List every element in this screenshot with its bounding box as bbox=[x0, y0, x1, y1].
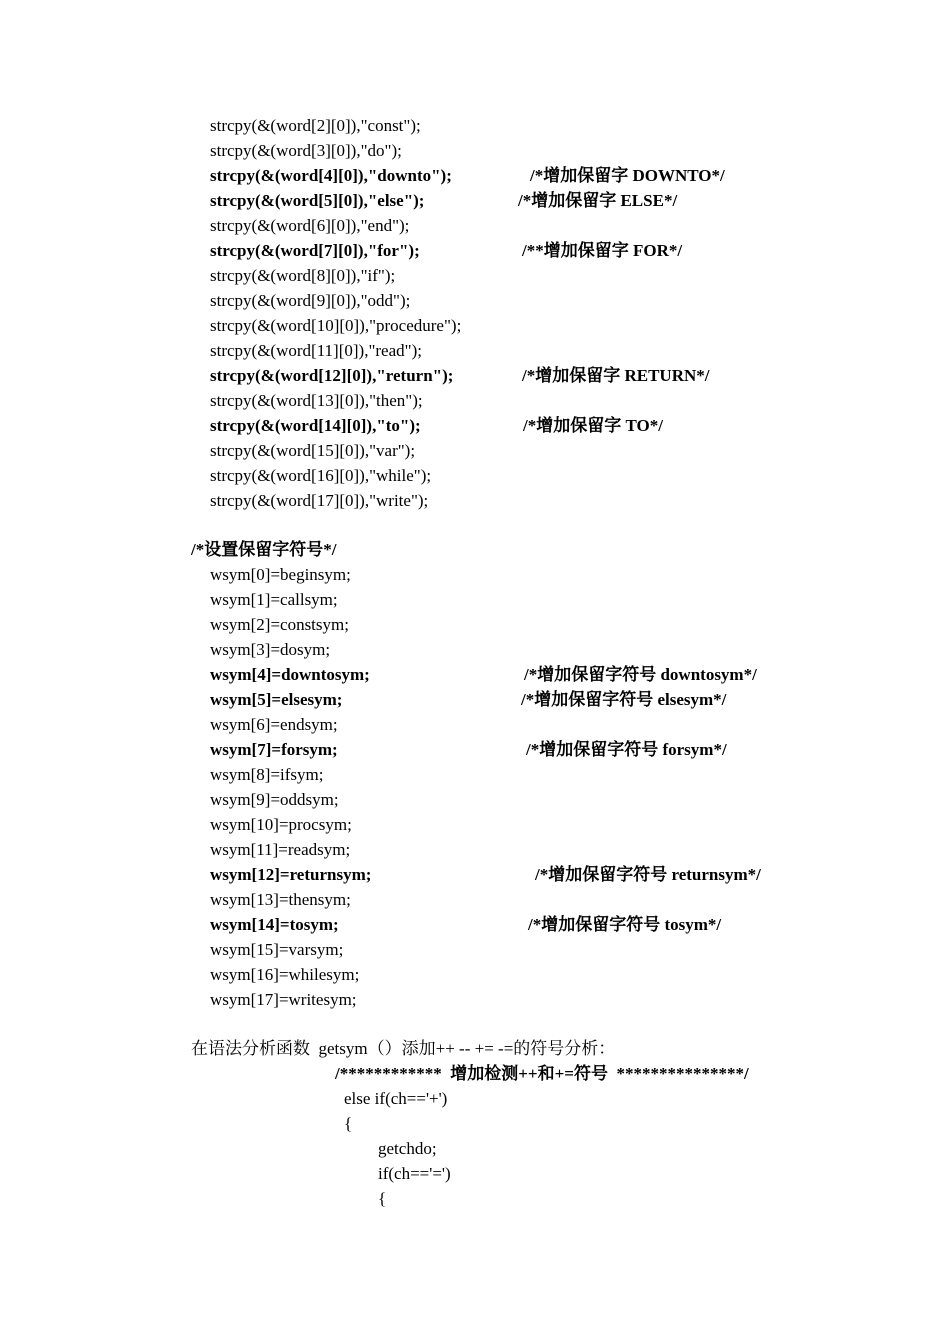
code-line: wsym[12]=returnsym; bbox=[210, 865, 372, 884]
code-line: strcpy(&(word[16][0]),"while"); bbox=[210, 466, 432, 485]
code-line: strcpy(&(word[2][0]),"const"); bbox=[210, 116, 421, 135]
code-line: { bbox=[344, 1114, 353, 1133]
code-line: wsym[9]=oddsym; bbox=[210, 790, 339, 809]
code-comment: /**增加保留字 FOR*/ bbox=[522, 241, 683, 260]
code-line: strcpy(&(word[5][0]),"else"); bbox=[210, 191, 425, 210]
code-line: wsym[10]=procsym; bbox=[210, 815, 352, 834]
getsym-comment: /************ 增加检测++和+=符号 ***************/ bbox=[335, 1064, 749, 1083]
code-comment: /*增加保留字符号 elsesym*/ bbox=[521, 690, 727, 709]
code-line: strcpy(&(word[12][0]),"return"); bbox=[210, 366, 454, 385]
code-comment: /*增加保留字符号 tosym*/ bbox=[528, 915, 722, 934]
code-line: { bbox=[378, 1189, 387, 1208]
getsym-intro: 在语法分析函数 getsym（）添加++ -- += -=的符号分析： bbox=[191, 1039, 616, 1058]
code-line: strcpy(&(word[13][0]),"then"); bbox=[210, 391, 423, 410]
code-line: wsym[8]=ifsym; bbox=[210, 765, 324, 784]
code-line: wsym[15]=varsym; bbox=[210, 940, 344, 959]
code-line: getchdo; bbox=[378, 1139, 437, 1158]
code-line: strcpy(&(word[8][0]),"if"); bbox=[210, 266, 396, 285]
code-line: strcpy(&(word[9][0]),"odd"); bbox=[210, 291, 411, 310]
code-line: wsym[11]=readsym; bbox=[210, 840, 351, 859]
code-line: wsym[14]=tosym; bbox=[210, 915, 339, 934]
code-line: wsym[13]=thensym; bbox=[210, 890, 351, 909]
code-line: wsym[1]=callsym; bbox=[210, 590, 338, 609]
code-comment: /*增加保留字 DOWNTO*/ bbox=[530, 166, 725, 185]
section-heading: /*设置保留字符号*/ bbox=[191, 540, 337, 559]
code-line: else if(ch=='+') bbox=[344, 1089, 448, 1108]
code-line: wsym[2]=constsym; bbox=[210, 615, 349, 634]
code-line: if(ch=='=') bbox=[378, 1164, 451, 1183]
code-line: wsym[5]=elsesym; bbox=[210, 690, 343, 709]
code-comment: /*增加保留字符号 returnsym*/ bbox=[535, 865, 761, 884]
code-line: strcpy(&(word[15][0]),"var"); bbox=[210, 441, 416, 460]
code-comment: /*增加保留字 TO*/ bbox=[523, 416, 663, 435]
code-comment: /*增加保留字符号 forsym*/ bbox=[526, 740, 727, 759]
code-line: strcpy(&(word[17][0]),"write"); bbox=[210, 491, 429, 510]
code-line: strcpy(&(word[11][0]),"read"); bbox=[210, 341, 422, 360]
code-line: wsym[16]=whilesym; bbox=[210, 965, 360, 984]
code-comment: /*增加保留字 RETURN*/ bbox=[522, 366, 710, 385]
code-comment: /*增加保留字 ELSE*/ bbox=[518, 191, 678, 210]
code-line: strcpy(&(word[10][0]),"procedure"); bbox=[210, 316, 462, 335]
code-line: wsym[3]=dosym; bbox=[210, 640, 331, 659]
code-comment: /*增加保留字符号 downtosym*/ bbox=[524, 665, 757, 684]
code-line: wsym[7]=forsym; bbox=[210, 740, 338, 759]
code-line: strcpy(&(word[14][0]),"to"); bbox=[210, 416, 421, 435]
code-line: wsym[4]=downtosym; bbox=[210, 665, 370, 684]
code-line: strcpy(&(word[3][0]),"do"); bbox=[210, 141, 402, 160]
code-line: strcpy(&(word[7][0]),"for"); bbox=[210, 241, 420, 260]
code-line: wsym[17]=writesym; bbox=[210, 990, 357, 1009]
code-line: wsym[6]=endsym; bbox=[210, 715, 338, 734]
code-line: wsym[0]=beginsym; bbox=[210, 565, 351, 584]
code-line: strcpy(&(word[4][0]),"downto"); bbox=[210, 166, 452, 185]
code-line: strcpy(&(word[6][0]),"end"); bbox=[210, 216, 410, 235]
